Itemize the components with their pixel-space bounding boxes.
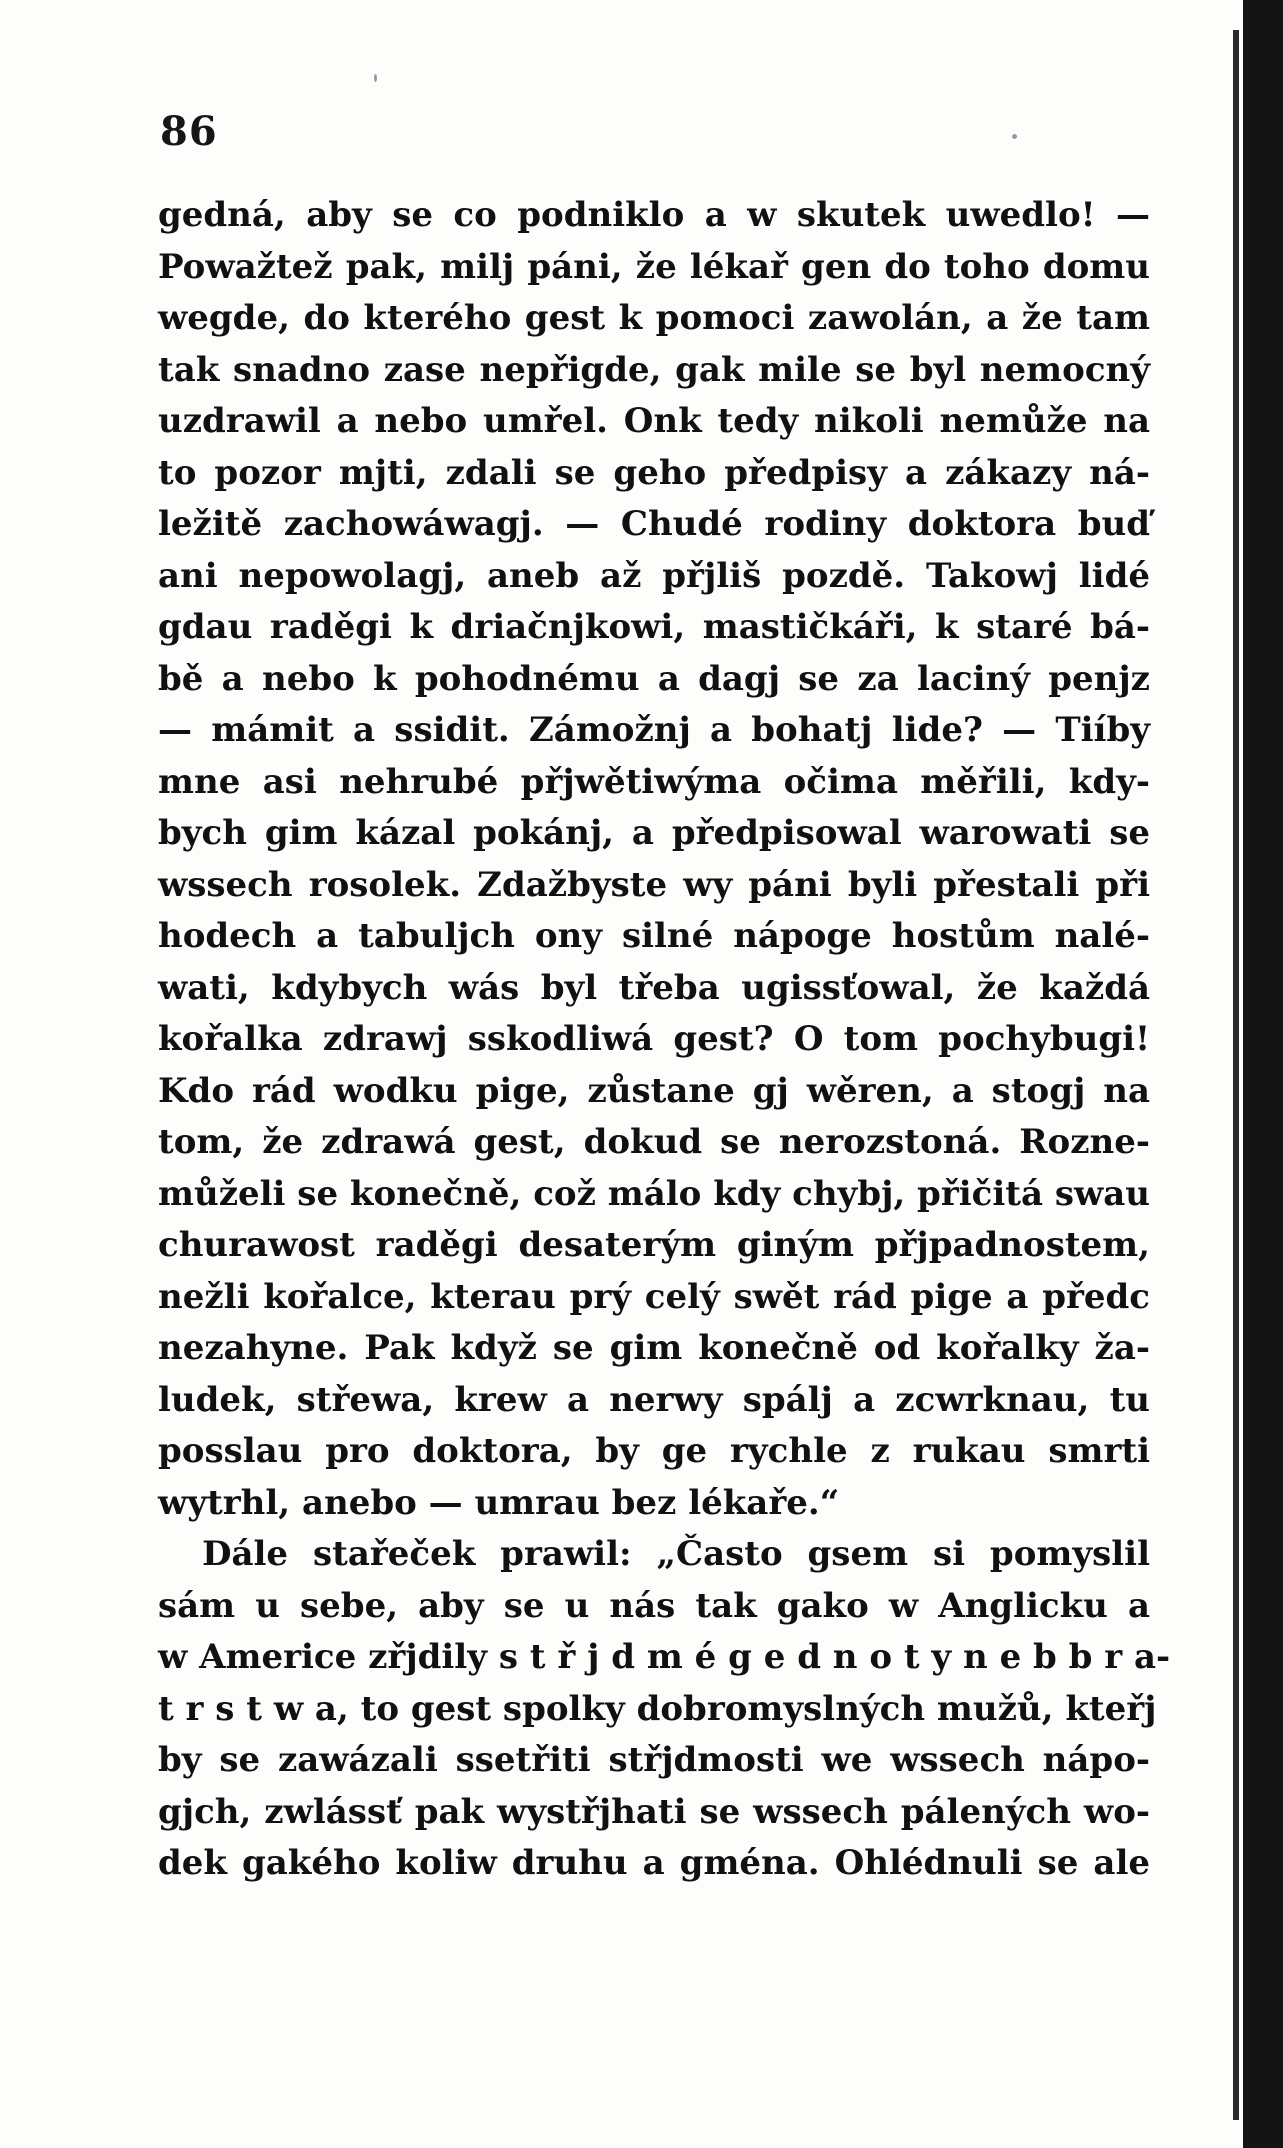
text-line: to pozor mjti, zdali se geho předpisy a zákazy ná-: [158, 452, 1150, 493]
text-line: nezahyne. Pak když se gim konečně od kořalky ža-: [158, 1328, 1150, 1368]
text-line: gdau raděgi k driačnjkowi, mastičkáři, k staré bá-: [158, 607, 1150, 647]
text-line: kořalka zdrawj sskodliwá gest? O tom pochybugi!: [158, 1019, 1150, 1059]
text-line: uzdrawil a nebo umřel. Onk tedy nikoli nemůže na: [158, 401, 1150, 441]
text-line: Powažtež pak, milj páni, že lékař gen do toho domu: [158, 246, 1150, 287]
text-line: bě a nebo k pohodnému a dagj se za laciný penjz: [158, 658, 1150, 699]
scan-speck: [1012, 134, 1017, 139]
text-line: můželi se konečně, což málo kdy chybj, přičitá swau: [158, 1173, 1150, 1214]
text-line: posslau pro doktora, by ge rychle z rukau smrti: [158, 1431, 1150, 1471]
text-line: Kdo rád wodku pige, zůstane gj wěren, a stogj na: [158, 1070, 1150, 1111]
text-line: ležitě zachowáwagj. — Chudé rodiny doktora buď: [158, 504, 1150, 544]
text-line: wati, kdybych wás byl třeba ugissťowal, že každá: [158, 967, 1150, 1008]
text-line: bych gim kázal pokánj, a předpisowal warowati se: [158, 813, 1150, 853]
dark-scan-edge: [1243, 0, 1283, 2148]
text-line: tom, že zdrawá gest, dokud se nerozstoná. Rozne-: [158, 1122, 1150, 1162]
text-line: ani nepowolagj, aneb až přjliš pozdě. Takowj lidé: [158, 555, 1150, 596]
text-line: gedná, aby se co podniklo a w skutek uwedlo! —: [158, 195, 1150, 235]
text-line: wegde, do kterého gest k pomoci zawolán, a že tam: [158, 298, 1150, 338]
text-line: t r s t w a, to gest spolky dobromyslných mužů, kteřj: [158, 1688, 1157, 1729]
text-line: — mámit a ssidit. Zámožnj a bohatj lide? — Tiíby: [158, 710, 1150, 750]
text-line: nežli kořalce, kterau prý celý swět rád pige a předc: [158, 1276, 1150, 1317]
margin-rule: [1233, 30, 1239, 2120]
text-line: sám u sebe, aby se u nás tak gako w Anglicku a: [158, 1585, 1150, 1626]
text-line: w Americe zřjdily s t ř j d m é g e d n o t y n e b b r a-: [158, 1637, 1171, 1677]
paragraph-last-line: wytrhl, anebo — umrau bez lékaře.“: [158, 1482, 840, 1523]
text-line: wssech rosolek. Zdažbyste wy páni byli přestali při: [158, 864, 1150, 905]
text-line: ludek, střewa, krew a nerwy spálj a zcwrknau, tu: [158, 1379, 1150, 1420]
text-line: churawost raděgi desaterým giným přjpadnostem,: [158, 1225, 1150, 1265]
text-line: tak snadno zase nepřigde, gak mile se byl nemocný: [158, 349, 1150, 390]
text-line: gjch, zwlássť pak wystřjhati se wssech pálených wo-: [158, 1791, 1150, 1832]
text-line: mne asi nehrubé přjwětiwýma očima měřili, kdy-: [158, 761, 1150, 802]
text-line: hodech a tabuljch ony silné nápoge hostům nalé-: [158, 916, 1150, 956]
body-text: [158, 190, 1171, 1890]
paragraph-first-line: Dále stařeček prawil: „Často gsem si pomyslil: [202, 1534, 1150, 1574]
text-line: dek gakého koliw druhu a gména. Ohlédnuli se ale: [158, 1843, 1150, 1883]
text-line: by se zawázali ssetřiti střjdmosti we wssech nápo-: [158, 1740, 1150, 1780]
scan-speck: [374, 74, 377, 82]
page-number: 86: [160, 108, 218, 155]
